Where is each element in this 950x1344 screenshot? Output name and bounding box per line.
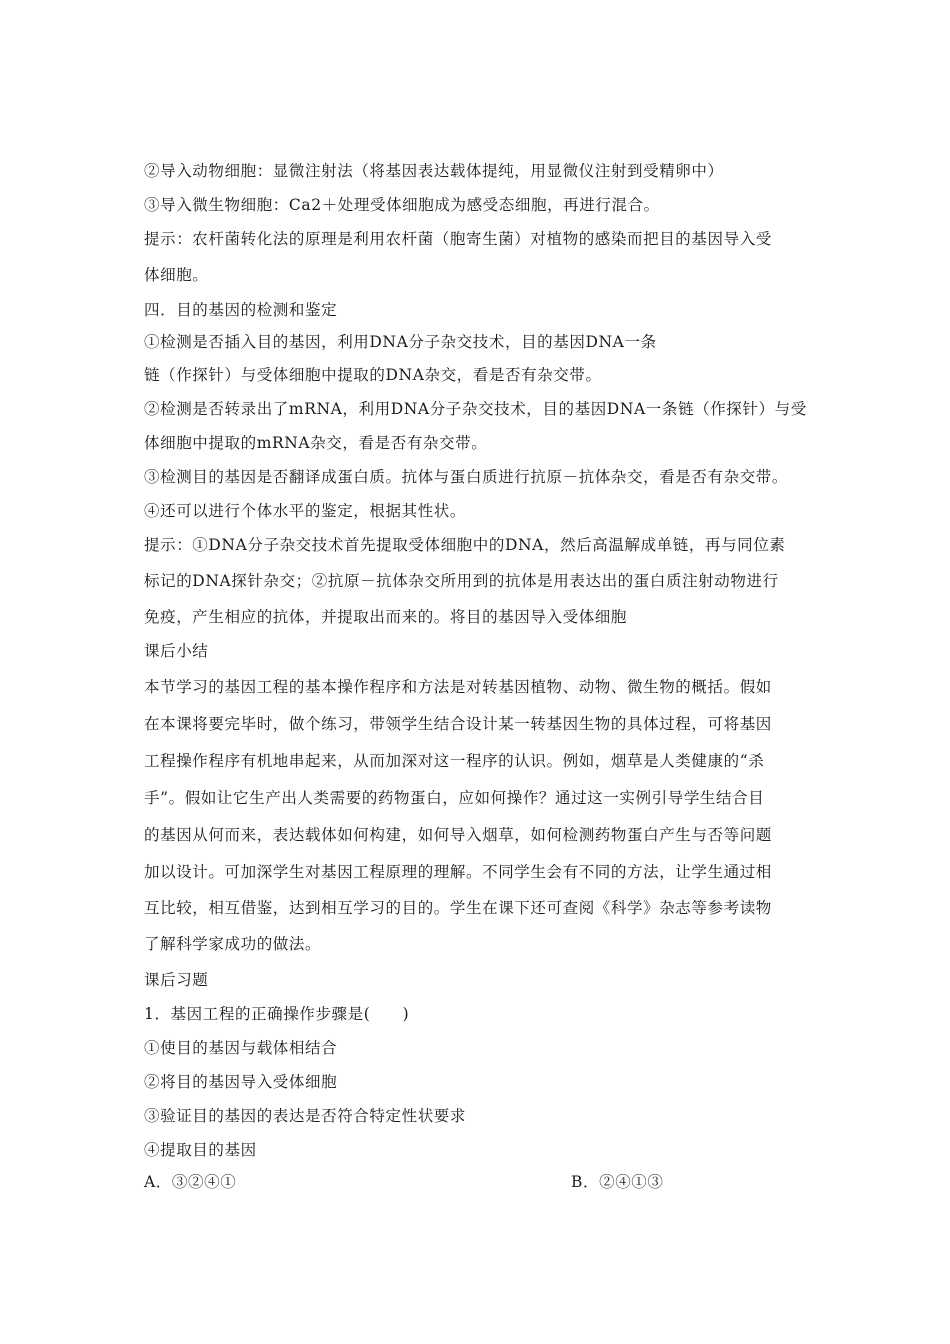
text-line: 本节学习的基因工程的基本操作程序和方法是对转基因植物、动物、微生物的概括。假如 [144, 678, 772, 696]
text-line: 体细胞中提取的mRNA杂交，看是否有杂交带。 [144, 434, 488, 452]
text-line: 加以设计。可加深学生对基因工程原理的理解。不同学生会有不同的方法，让学生通过相 [144, 863, 772, 881]
text-line: 提示：①DNA分子杂交技术首先提取受体细胞中的DNA，然后高温解成单链，再与同位素 [144, 536, 786, 554]
text-line: 免疫，产生相应的抗体，并提取出而来的。将目的基因导入受体细胞 [144, 608, 628, 626]
text-line: ④还可以进行个体水平的鉴定，根据其性状。 [144, 502, 467, 520]
text-line: ②导入动物细胞：显微注射法（将基因表达载体提纯，用显微仪注射到受精卵中） [144, 162, 724, 180]
list-item: ③验证目的基因的表达是否符合特定性状要求 [144, 1107, 467, 1125]
text-line: 工程操作程序有机地串起来，从而加深对这一程序的认识。例如，烟草是人类健康的“杀 [144, 752, 765, 770]
text-line: ②检测是否转录出了mRNA，利用DNA分子杂交技术，目的基因DNA一条链（作探针）与受 [144, 400, 807, 418]
option-b: B．②④①③ [571, 1173, 664, 1191]
list-item: ②将目的基因导入受体细胞 [144, 1073, 338, 1091]
text-line: 了解科学家成功的做法。 [144, 935, 322, 953]
list-item: ①使目的基因与载体相结合 [144, 1039, 338, 1057]
text-line: 在本课将要完毕时，做个练习，带领学生结合设计某一转基因生物的具体过程，可将基因 [144, 715, 772, 733]
section-heading: 课后小结 [144, 642, 209, 660]
text-line: 体细胞。 [144, 266, 209, 284]
text-line: 标记的DNA探针杂交；②抗原－抗体杂交所用到的抗体是用表达出的蛋白质注射动物进行 [144, 572, 779, 590]
section-heading: 四．目的基因的检测和鉴定 [144, 301, 338, 319]
text-line: 手”。假如让它生产出人类需要的药物蛋白，应如何操作？通过这一实例引导学生结合目 [144, 789, 765, 807]
text-line: ③检测目的基因是否翻译成蛋白质。抗体与蛋白质进行抗原－抗体杂交，看是否有杂交带。 [144, 468, 789, 486]
question-stem: 1．基因工程的正确操作步骤是( ) [144, 1005, 410, 1023]
text-line: ①检测是否插入目的基因，利用DNA分子杂交技术，目的基因DNA一条 [144, 333, 657, 351]
text-line: 互比较，相互借鉴，达到相互学习的目的。学生在课下还可查阅《科学》杂志等参考读物 [144, 899, 772, 917]
section-heading: 课后习题 [144, 971, 209, 989]
list-item: ④提取目的基因 [144, 1141, 257, 1159]
text-line: 提示：农杆菌转化法的原理是利用农杆菌（胞寄生菌）对植物的感染而把目的基因导入受 [144, 230, 772, 248]
option-a: A．③②④① [144, 1173, 237, 1191]
text-line: 的基因从何而来，表达载体如何构建，如何导入烟草，如何检测药物蛋白产生与否等问题 [144, 826, 772, 844]
text-line: 链（作探针）与受体细胞中提取的DNA杂交，看是否有杂交带。 [144, 366, 602, 384]
text-line: ③导入微生物细胞：Ca2＋处理受体细胞成为感受态细胞，再进行混合。 [144, 196, 660, 214]
